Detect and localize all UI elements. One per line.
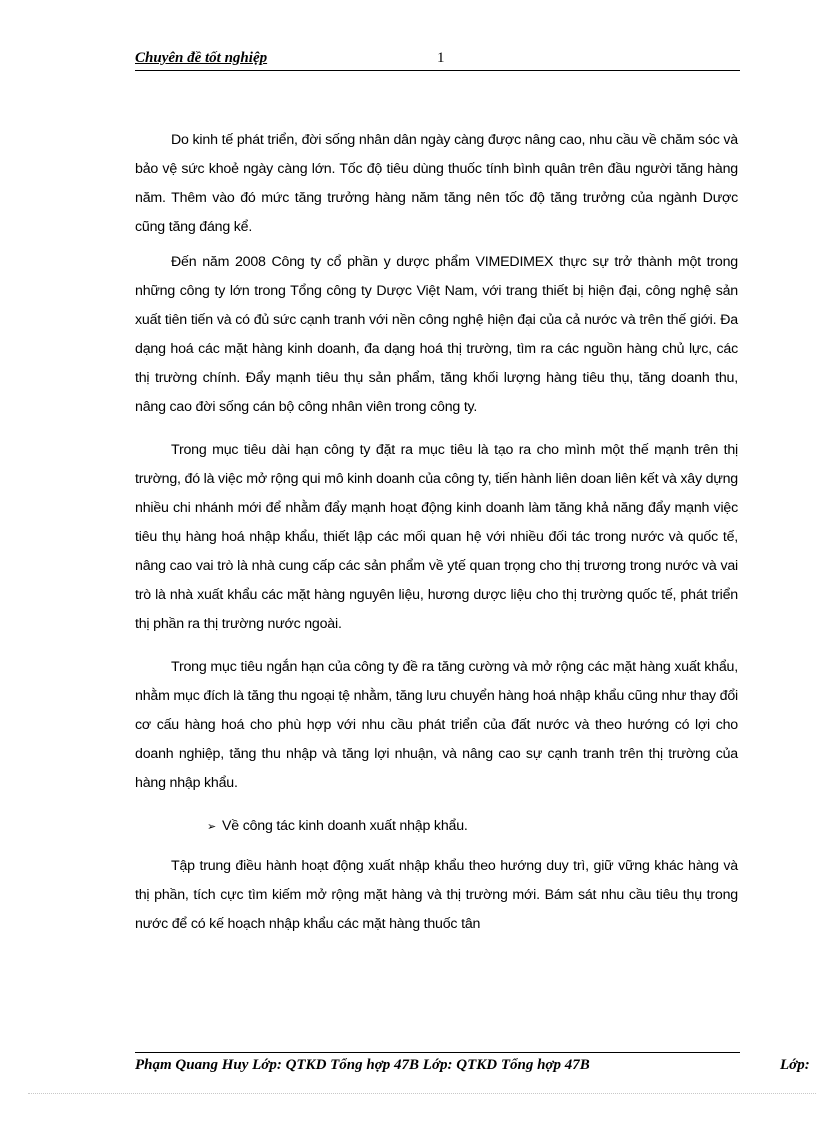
bullet-text: Về công tác kinh doanh xuất nhập khẩu.: [222, 818, 468, 834]
footer-text: Phạm Quang Huy Lớp: QTKD Tổng hợp 47B Lớp: QTKD Tổng hợp 47B: [135, 1057, 590, 1073]
arrow-bullet-icon: ➢: [207, 821, 217, 833]
paragraph: Trong mục tiêu ngắn hạn của công ty đề ra tăng cường và mở rộng các mặt hàng xuất khẩu, nhằm mục đích là tăng thu ngoại tệ nhằm, tăng lưu chuyển hàng hoá nhập khẩu cũng như thay đổi cơ cấu hàng hoá cho phù hợp với nhu cầu phát triển của đất nước và theo hướng có lợi cho doanh nghiệp, tăng thu nhập và tăng lợi nhuận, và nâng cao sự cạnh tranh trên thị trường của hàng nhập khẩu.: [135, 659, 739, 791]
paragraph: Tập trung điều hành hoạt động xuất nhập khẩu theo hướng duy trì, giữ vững khác hàng và thị phần, tích cực tìm kiếm mở rộng mặt hàng và thị trường mới. Bám sát nhu cầu tiêu thụ trong nước để có kế hoạch nhập khẩu các mặt hàng thuốc tân: [135, 858, 738, 932]
footer-right-text: Lớp:: [780, 1057, 810, 1073]
header-title: Chuyên đề tốt nghiệp: [135, 50, 268, 66]
paragraph: Do kinh tế phát triển, đời sống nhân dân ngày càng được nâng cao, nhu cầu về chăm sóc và bảo vệ sức khoẻ ngày càng lớn. Tốc độ tiêu dùng thuốc tính bình quân trên đầu người tăng hàng năm. Thêm vào đó mức tăng trưởng hàng năm tăng nên tốc độ tăng trưởng của ngành Dược cũng tăng đáng kể.: [135, 132, 738, 235]
document-body: [135, 126, 738, 945]
paragraph: Đến năm 2008 Công ty cổ phần y dược phẩm VIMEDIMEX thực sự trở thành một trong những công ty lớn trong Tổng công ty Dược Việt Nam, với trang thiết bị hiện đại, công nghệ sản xuất tiên tiến và có đủ sức cạnh tranh với nền công nghệ hiện đại của cả nước và trên thế giới. Đa dạng hoá các mặt hàng kinh doanh, đa dạng hoá thị trường, tìm ra các nguồn hàng chủ lực, các thị trường chính. Đẩy mạnh tiêu thụ sản phẩm, tăng khối lượng hàng tiêu thụ, tăng doanh thu, nâng cao đời sống cán bộ công nhân viên trong công ty.: [135, 254, 738, 415]
page-bottom-dotted-line: [28, 1093, 816, 1094]
page-number: 1: [437, 50, 445, 66]
bullet-item: [135, 812, 738, 842]
footer-divider: [135, 1052, 740, 1053]
paragraph: Trong mục tiêu dài hạn công ty đặt ra mục tiêu là tạo ra cho mình một thế mạnh trên thị trường, đó là việc mở rộng qui mô kinh doanh của công ty, tiến hành liên doan liên kết và xây dựng nhiều chi nhánh mới để nhằm đẩy mạnh hoạt động kinh doanh làm tăng khả năng đẩy mạnh việc tiêu thụ hàng hoá nhập khẩu, thiết lập các mối quan hệ với nhiều đối tác trong nước và quốc tế, nâng cao vai trò là nhà cung cấp các sản phẩm về ytế quan trọng cho thị trương trong nước và vai trò là nhà xuất khẩu các mặt hàng nguyên liệu, hương dược liệu cho thị trường quốc tế, phát triển thị phần ra thị trường nước ngoài.: [135, 442, 738, 632]
page-header: [135, 48, 740, 71]
